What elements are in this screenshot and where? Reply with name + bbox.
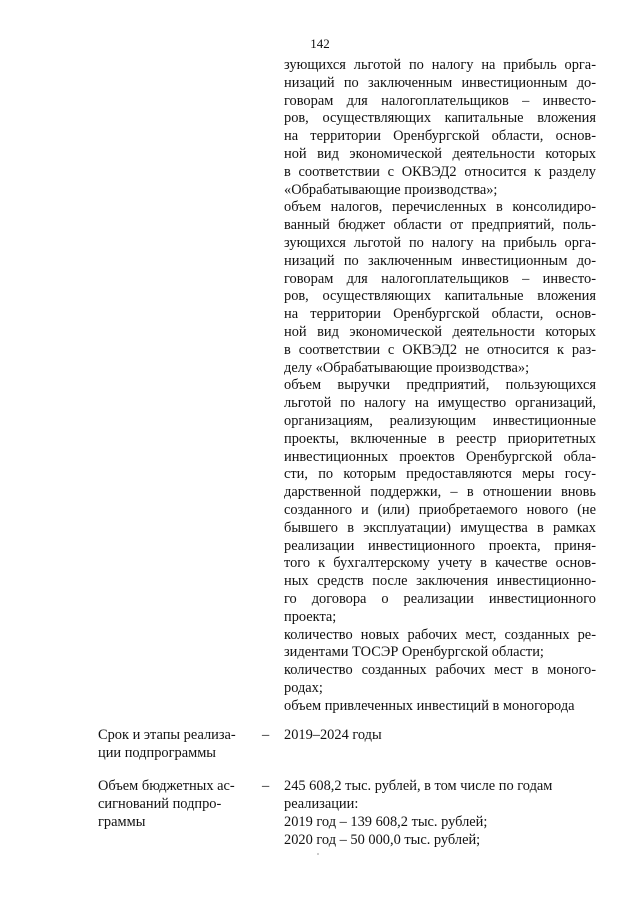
indicator-line: ров, осуществляющих капитальные вложения [284, 110, 596, 127]
indicator-line: бывшего в эксплуатации) имущества в рамках [284, 519, 596, 536]
indicator-line: говорам для налогоплательщиков – инвесто- [284, 270, 596, 287]
indicator-line: зующихся льготой по налогу на прибыль орга- [284, 235, 596, 251]
indicator-line: в соответствии с ОКВЭД2 относится к разделу [284, 163, 596, 180]
indicator-line: ванный бюджет области от предприятий, поль- [284, 217, 596, 234]
budget-label [98, 777, 235, 831]
budget-label-line: Объем бюджетных ас- [98, 778, 235, 794]
indicator-line: проекты, включенные в реестр приоритетных [284, 430, 596, 447]
indicator-line: того к бухгалтерскому учету в качестве основ- [284, 555, 596, 572]
indicator-line: объем налогов, перечисленных в консолидиро- [284, 199, 596, 216]
indicator-line: «Обрабатывающие производства»; [284, 181, 498, 198]
term-value-line: 2019–2024 годы [284, 727, 382, 743]
indicator-line: говорам для налогоплательщиков – инвесто- [284, 92, 596, 109]
indicator-line: низаций по заключенным инвестиционным до- [284, 74, 596, 91]
budget-value [284, 777, 552, 849]
indicator-line: количество созданных рабочих мест в моного- [284, 662, 596, 679]
indicator-line: инвестиционных проектов Оренбургской обла- [284, 448, 596, 465]
page-number: 142 [310, 36, 330, 51]
term-label-line: ции подпрограммы [98, 745, 216, 761]
indicator-line: ной вид экономической деятельности которых [284, 146, 596, 162]
indicator-line: дарственной поддержки, – в отношении вновь [284, 484, 596, 501]
term-label [98, 726, 236, 762]
indicator-line: сти, по которым предоставляются меры госу- [284, 466, 596, 483]
budget-value-line: 245 608,2 тыс. рублей, в том числе по годам [284, 778, 553, 794]
indicator-line: количество новых рабочих мест, созданных ре- [284, 626, 596, 643]
scan-speck [317, 853, 319, 855]
indicator-line: на территории Оренбургской области, основ- [284, 306, 596, 323]
indicator-line: родах; [284, 680, 323, 696]
indicator-line: ных средств после заключения инвестиционно- [284, 573, 596, 590]
budget-dash: – [262, 778, 270, 794]
indicator-line: льготой по налогу на имущество организаций, [284, 395, 596, 412]
budget-label-line: сигнований подпро- [98, 796, 222, 812]
indicator-line: зующихся льготой по налогу на прибыль орга- [284, 57, 596, 73]
indicator-line: реализации инвестиционного проекта, приня- [284, 537, 596, 554]
term-label-line: Срок и этапы реализа- [98, 727, 236, 743]
budget-value-line: 2020 год – 50 000,0 тыс. рублей; [284, 832, 481, 848]
indicator-line: объем привлеченных инвестиций в моногорода [284, 697, 575, 714]
indicator-line: объем выручки предприятий, пользующихся [284, 377, 596, 394]
indicator-line: го договора о реализации инвестиционного [284, 591, 596, 607]
indicator-line: в соответствии с ОКВЭД2 не относится к раз- [284, 341, 596, 358]
indicator-line: низаций по заключенным инвестиционным до- [284, 252, 596, 269]
budget-value-line: 2019 год – 139 608,2 тыс. рублей; [284, 814, 488, 830]
indicator-line: ров, осуществляющих капитальные вложения [284, 288, 596, 305]
term-dash: – [262, 727, 270, 743]
indicator-line: на территории Оренбургской области, основ- [284, 128, 596, 145]
indicator-line: организациям, реализующим инвестиционные [284, 413, 596, 429]
indicator-line: проекта; [284, 608, 337, 625]
indicator-line: ной вид экономической деятельности которых [284, 324, 596, 340]
budget-value-line: реализации: [284, 796, 359, 812]
indicator-line: зидентами ТОСЭР Оренбургской области; [284, 644, 544, 661]
indicator-line: делу «Обрабатывающие производства»; [284, 359, 530, 376]
indicator-line: созданного и (или) приобретаемого нового (не [284, 502, 596, 518]
budget-label-line: граммы [98, 814, 146, 830]
term-value [284, 726, 382, 744]
